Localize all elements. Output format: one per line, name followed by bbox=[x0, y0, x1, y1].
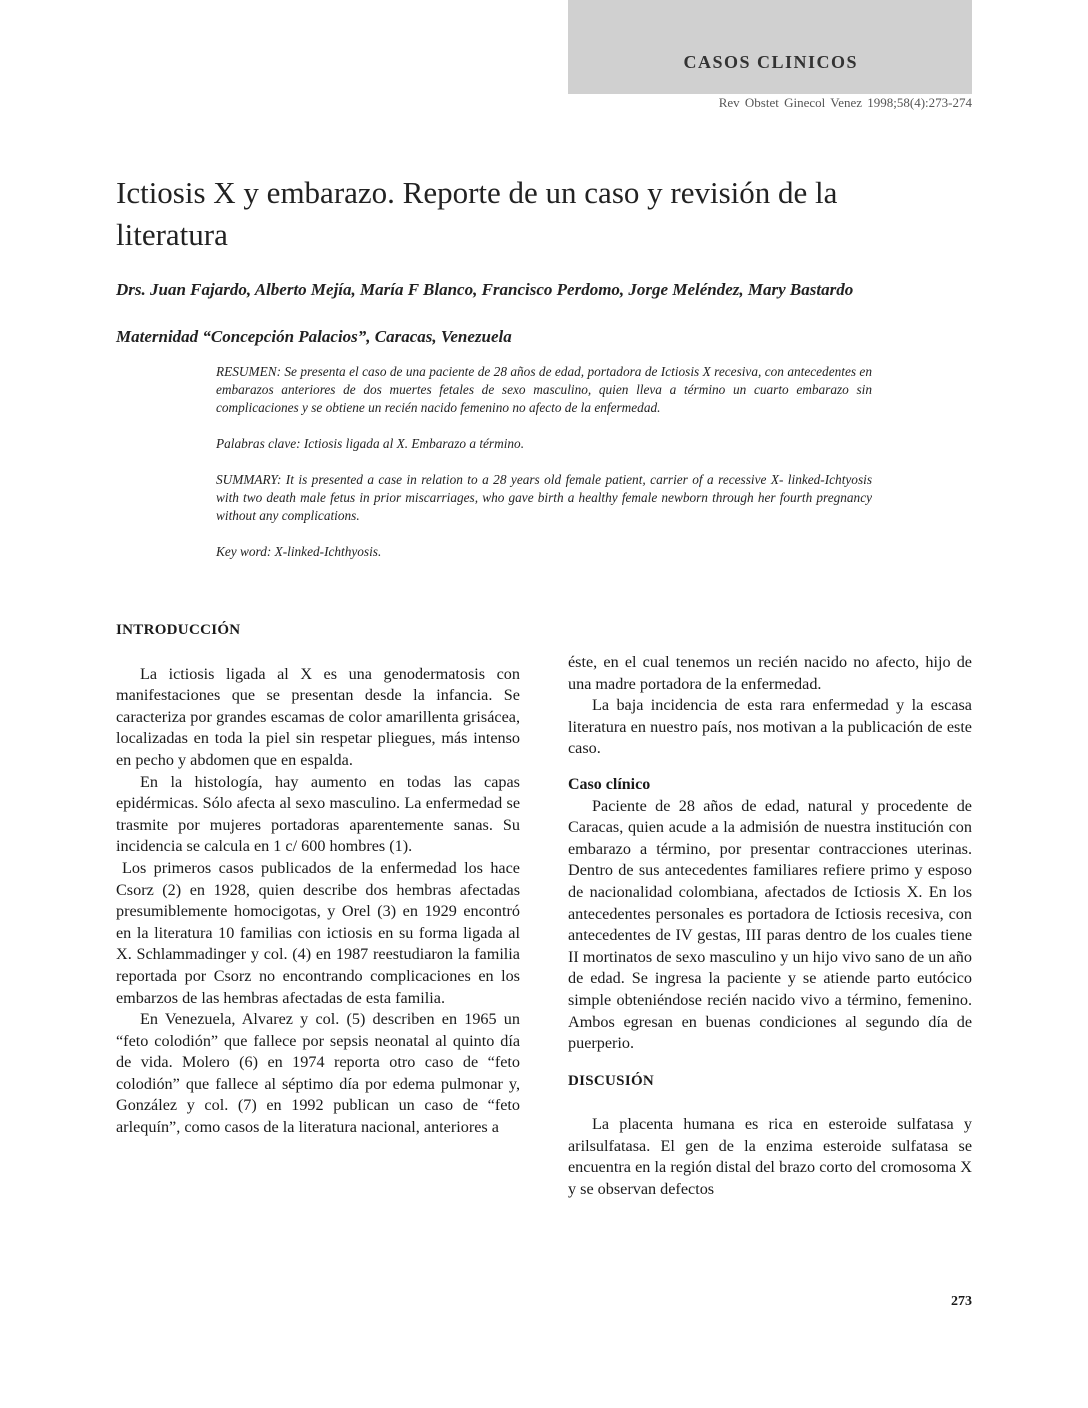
heading-introduccion: INTRODUCCIÓN bbox=[116, 622, 241, 638]
paragraph-intro-1: La ictiosis ligada al X es una genodermatosis con manifestaciones que se presentan desde la infancia. Se caracteriza por grandes escamas de color amarillenta grisácea, localizadas en toda la piel sin respetar pliegues, más intenso en pecho y abdomen que en espalda. bbox=[116, 664, 520, 769]
paragraph-intro-3: Los primeros casos publicados de la enfermedad los hace Csorz (2) en 1928, quien describe dos hembras afectadas presumiblemente homocigotas, y Orel (3) en 1929 encontró en la literatura 10 familias con ictiosis en su forma ligada al X. Schlammadinger y col. (4) en 1987 reestudiaron la familia reportada por Csorz no encontrando complicaciones en los embarzos de las hembras afectadas de esta familia. bbox=[116, 858, 520, 1007]
abstract-block bbox=[216, 363, 872, 579]
abstract-key-word: Key word: X-linked-Ichthyosis. bbox=[216, 544, 382, 559]
paragraph-intro-4: En Venezuela, Alvarez y col. (5) describen en 1965 un “feto colodión” que fallece por sepsis neonatal al quinto día de vida. Molero (6) en 1974 reporta otro caso de “feto colodión” que fallece al séptimo día por edema pulmonar y, González y col. (7) en 1992 publican un caso de “feto arlequín”, como casos de la literatura nacional, anteriores a bbox=[116, 1010, 520, 1137]
heading-caso-clinico: Caso clínico bbox=[568, 775, 651, 793]
paragraph-right-2: La baja incidencia de esta rara enfermedad y la escasa literatura en nuestro país, nos motivan a la publicación de este caso. bbox=[568, 696, 972, 758]
heading-discusion: DISCUSIÓN bbox=[568, 1072, 655, 1089]
article-authors: Drs. Juan Fajardo, Alberto Mejía, María F Blanco, Francisco Perdomo, Jorge Meléndez, Mary Bastardo bbox=[116, 280, 854, 299]
article-affiliation: Maternidad “Concepción Palacios”, Caracas, Venezuela bbox=[116, 327, 512, 346]
paragraph-right-1: éste, en el cual tenemos un recién nacido no afecto, hijo de una madre portadora de la enfermedad. bbox=[568, 653, 972, 693]
paragraph-intro-2: En la histología, hay aumento en todas las capas epidérmicas. Sólo afecta al sexo masculino. La enfermedad se trasmite por mujeres portadoras aparentemente sanas. Su incidencia se calcula en 1 c/ 600 hombres (1). bbox=[116, 772, 520, 856]
paragraph-discusion-1: La placenta humana es rica en esteroide sulfatasa y arilsulfatasa. El gen de la enzima esteroide sulfatasa se encuentra en la región distal del brazo corto del cromosoma X y se observan defectos bbox=[568, 1115, 972, 1199]
paragraph-caso-1: Paciente de 28 años de edad, natural y procedente de Caracas, quien acude a la admisión de nuestra institución con embarazo a término, por presentar contracciones uterinas. Dentro de sus antecedentes familiares refiere primo y esposo de nacionalidad colombiana, afectados de Ictiosis X. En los antecedentes personales es portadora de Ictiosis recesiva, con antecedentes de IV gestas, III paras dentro de los cuales tiene II mortinatos de sexo masculino y un hijo vivo sano de un año de edad. Se ingresa la paciente y se atiende parto eutócico simple obteniéndose recién nacido vivo a término, femenino. Ambos egresan en buenas condiciones al segundo día de puerperio. bbox=[568, 796, 972, 1053]
abstract-resumen: RESUMEN: Se presenta el caso de una paciente de 28 años de edad, portadora de Ictiosis X recesiva, con antecedentes en embarazos anteriores de dos muertes fetales de sexo masculino, quien lleva a término un cuarto embarazo sin complicaciones y se obtiene un recién nacido femenino no afecto de la enfermedad. bbox=[216, 364, 872, 415]
section-label: CASOS CLINICOS bbox=[683, 52, 858, 72]
page-number: 273 bbox=[951, 1294, 972, 1309]
section-tag bbox=[568, 0, 972, 94]
body-column-left bbox=[116, 620, 520, 1139]
abstract-palabras-clave: Palabras clave: Ictiosis ligada al X. Embarazo a término. bbox=[216, 436, 525, 451]
body-column-right bbox=[568, 652, 972, 1201]
abstract-summary: SUMMARY: It is presented a case in relation to a 28 years old female patient, carrier of a recessive X- linked-Ichtyosis with two death male fetus in prior miscarriages, who gave birth a healthy female newborn through her fourth pregnancy without any complications. bbox=[216, 472, 872, 523]
article-title: Ictiosis X y embarazo. Reporte de un caso y revisión de la literatura bbox=[116, 175, 838, 252]
journal-reference: Rev Obstet Ginecol Venez 1998;58(4):273-274 bbox=[718, 95, 972, 110]
